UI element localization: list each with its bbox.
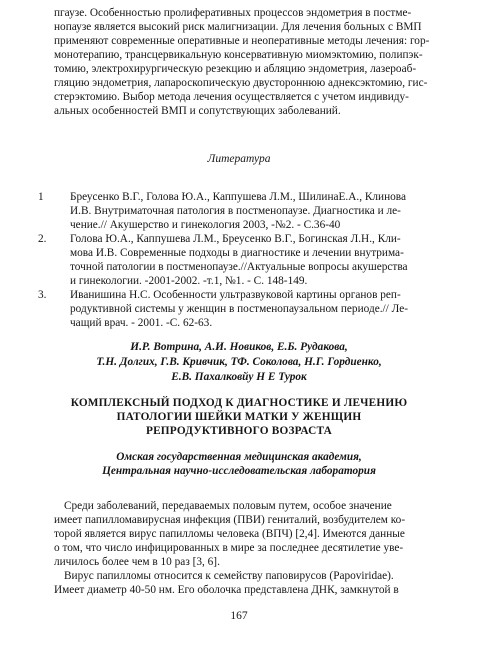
text-line: альных особенностей ВМП и сопутствующих заболеваний.: [54, 105, 341, 117]
text-line: нопаузе является высокий риск малигнизации. Для лечения больных с ВМП: [54, 21, 422, 33]
title-line: КОМПЛЕКСНЫЙ ПОДХОД К ДИАГНОСТИКЕ И ЛЕЧЕНИЮ: [70, 397, 408, 409]
page-number: 167: [230, 610, 248, 622]
organization-line: Центральная научно-исследовательская лаборатория: [102, 465, 376, 477]
reference-line: Иванишина Н.С. Особенности ультразвуковой картины органов реп-: [70, 289, 401, 301]
reference-line: и гинекологии. -2001-2002. -т.1, №1. - С. 148-149.: [70, 275, 308, 287]
literature-heading: Литература: [207, 153, 271, 165]
title-line: ПАТОЛОГИИ ШЕЙКИ МАТКИ У ЖЕНЩИН: [116, 411, 362, 423]
reference-line: мова И.В. Современные подходы в диагностике и лечении внутрима-: [70, 247, 404, 259]
text-line: применяют современные оперативные и неоперативные методы лечения: гор-: [54, 35, 430, 47]
text-line: гляцию эндометрия, лапароскопическую двустороннюю аднексэктомию, гис-: [54, 77, 428, 89]
text-line: о том, что число инфицированных в мире за последнее десятилетие уве-: [54, 542, 404, 554]
reference-line: Голова Ю.А., Каппушева Л.М., Бреусенко В.Г., Богинская Л.Н., Кли-: [70, 233, 401, 245]
text-line: имеет папилломавирусная инфекция (ПВИ) гениталий, возбудителем ко-: [54, 514, 406, 526]
text-line: монотерапию, трансцервикальную консервативную миомэктомию, полипэк-: [54, 49, 423, 61]
reference-line: Бреусенко В.Г., Голова Ю.А., Каппушева Л.М., ШилинаЕ.А., Клинова: [70, 191, 406, 203]
text-line: Среди заболеваний, передаваемых половым путем, особое значение: [64, 500, 392, 512]
reference-line: чение.// Акушерство и гинекология 2003, -№2. - С.36-40: [70, 219, 341, 231]
reference-number: 1: [38, 191, 44, 203]
reference-line: родуктивной системы у женщин в постменопаузальном периоде.// Ле-: [70, 303, 408, 315]
text-line: личилось более чем в 10 раз [3, 6].: [54, 556, 220, 568]
text-line: стерэктомию. Выбор метода лечения осуществляется с учетом индивиду-: [54, 91, 409, 103]
text-line: Вирус папилломы относится к семейству паповирусов (Papoviridae).: [64, 570, 394, 582]
text-line: томию, электрохирургическую резекцию и абляцию эндометрия, лазероаб-: [54, 63, 417, 75]
reference-line: И.В. Внутриматочная патология в постменопаузе. Диагностика и ле-: [70, 205, 401, 217]
organization-line: Омская государственная медицинская академия,: [116, 451, 362, 463]
reference-line: чащий врач. - 2001. -С. 62-63.: [70, 317, 213, 329]
authors-line: Т.Н. Долгих, Г.В. Кривчик, ТФ. Соколова, Н.Г. Гордиенко,: [96, 356, 382, 368]
text-line: Имеет диаметр 40-50 нм. Его оболочка представлена ДНК, замкнутой в: [54, 584, 399, 596]
reference-number: 3.: [38, 289, 47, 301]
text-line: торой является вирус папилломы человека (ВПЧ) [2,4]. Имеются данные: [54, 528, 405, 540]
authors-line: И.Р. Вотрина, А.И. Новиков, Е.Б. Рудакова,: [130, 341, 348, 353]
authors-line: Е.В. Пахалковйу Н Е Турок: [171, 371, 307, 383]
reference-number: 2.: [38, 233, 47, 245]
title-line: РЕПРОДУКТИВНОГО ВОЗРАСТА: [145, 425, 333, 437]
text-line: пгаузе. Особенностью пролиферативных процессов эндометрия в постме-: [54, 7, 412, 19]
reference-line: точной патологии в постменопаузе.//Актуальные вопросы акушерства: [70, 261, 408, 273]
